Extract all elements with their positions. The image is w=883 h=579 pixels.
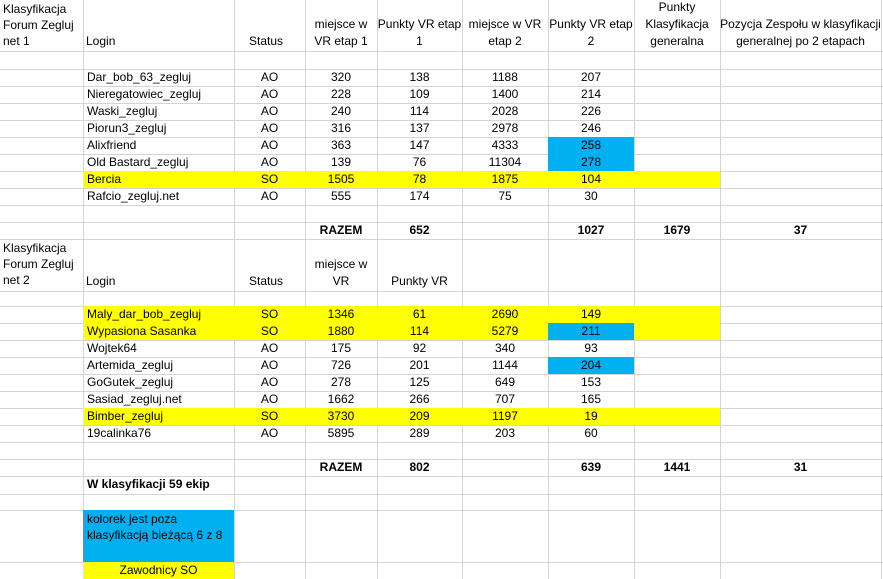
points-stage1-cell: 92 [412, 341, 427, 355]
table1-title: Klasyfikacja Forum Zegluj net 1 [3, 2, 74, 48]
place-stage2-cell: 649 [494, 375, 516, 389]
table1-header-points-stage1: Punkty VR etap 1 [377, 17, 462, 48]
login-cell: 19calinka76 [87, 426, 152, 440]
status-cell: AO [260, 189, 279, 203]
status-cell: AO [260, 375, 279, 389]
place-stage2-cell: 1144 [492, 358, 518, 372]
place-stage2-cell: 1197 [492, 409, 518, 423]
table1-header-status: Status [249, 34, 284, 48]
table2-title: Klasyfikacja Forum Zegluj net 2 [3, 241, 74, 287]
place-stage1-cell: 1346 [327, 307, 355, 321]
total-label: RAZEM [319, 223, 363, 237]
points-stage1-cell: 114 [409, 324, 430, 338]
login-cell: Nieregatowiec_zegluj [87, 87, 202, 101]
place-stage1-cell: 240 [330, 104, 352, 118]
total-points-stage2: 1027 [577, 223, 605, 237]
place-stage2-cell: 1188 [492, 70, 518, 84]
points-stage1-cell: 78 [412, 172, 427, 186]
place-stage2-cell: 340 [494, 341, 516, 355]
place-stage1-cell: 363 [330, 138, 352, 152]
points-stage2-cell: 214 [580, 87, 602, 101]
status-cell: AO [260, 87, 279, 101]
login-cell: Wypasiona Sasanka [87, 324, 197, 338]
points-stage1-cell: 147 [409, 138, 430, 152]
place-stage2-cell: 2978 [491, 121, 519, 135]
place-stage1-cell: 1662 [327, 392, 355, 406]
login-cell: Bimber_zegluj [87, 409, 164, 423]
points-stage2-cell: 104 [580, 172, 602, 186]
place-stage1-cell: 175 [330, 341, 352, 355]
points-stage1-cell: 114 [409, 104, 430, 118]
points-stage2-cell: 30 [584, 189, 598, 203]
total-points-stage1: 802 [409, 460, 430, 474]
login-cell: Rafcio_zegluj.net [87, 189, 180, 203]
points-stage1-cell: 125 [409, 375, 430, 389]
points-stage2-cell: 19 [584, 409, 598, 423]
points-stage1-cell: 76 [412, 155, 427, 169]
legend-blue: kolorek jest poza klasyfikacją bieżącą 6 z 8 [83, 510, 234, 562]
table1-header-login: Login [86, 34, 116, 48]
points-stage2-cell-outside: 211 [548, 323, 634, 340]
login-cell: Bercia [87, 172, 122, 186]
place-stage2-cell: 11304 [488, 155, 522, 169]
place-stage1-cell: 316 [330, 121, 352, 135]
login-cell: Old Bastard_zegluj [87, 155, 189, 169]
total-label: RAZEM [319, 460, 363, 474]
table2-header-login: Login [86, 274, 116, 288]
points-stage2-cell: 226 [580, 104, 602, 118]
place-stage2-cell: 2028 [491, 104, 519, 118]
login-cell: GoGutek_zegluj [87, 375, 174, 389]
points-stage2-cell: 207 [580, 70, 602, 84]
table1-header-points-stage2: Punkty VR etap 2 [549, 17, 633, 48]
place-stage1-cell: 555 [330, 189, 352, 203]
status-cell: AO [260, 70, 279, 84]
points-stage1-cell: 209 [409, 409, 430, 423]
status-cell: SO [260, 324, 279, 338]
points-stage1-cell: 137 [409, 121, 430, 135]
login-cell: Wojtek64 [87, 341, 137, 355]
total-general-points: 1679 [663, 223, 691, 237]
status-cell: AO [260, 358, 279, 372]
status-cell: AO [260, 138, 279, 152]
points-stage2-cell: 93 [584, 341, 598, 355]
place-stage1-cell: 3730 [327, 409, 355, 423]
total-points-stage1: 652 [409, 223, 430, 237]
points-stage2-cell: 165 [580, 392, 602, 406]
status-cell: AO [260, 104, 279, 118]
login-cell: Artemida_zegluj [87, 358, 174, 372]
place-stage2-cell: 4333 [491, 138, 519, 152]
total-general-points: 1441 [663, 460, 691, 474]
login-cell: Maly_dar_bob_zegluj [87, 307, 202, 321]
table2-header-place: miejsce w VR [314, 257, 368, 288]
place-stage1-cell: 1505 [327, 172, 355, 186]
teams-count-note: W klasyfikacji 59 ekip [87, 477, 210, 491]
place-stage1-cell: 1880 [327, 324, 355, 338]
table1-header-team-position: Pozycja Zespołu w klasyfikacji generalnej po 2 etapach [720, 17, 881, 48]
total-team-position: 31 [793, 460, 808, 474]
table1-header-general-points: Punkty Klasyfikacja generalna [645, 0, 709, 48]
points-stage2-cell-outside: 204 [548, 357, 634, 374]
points-stage2-cell: 153 [580, 375, 602, 389]
table1-header-place-stage2: miejsce w VR etap 2 [468, 17, 542, 48]
status-cell: AO [260, 392, 279, 406]
status-cell: SO [260, 307, 279, 321]
points-stage1-cell: 174 [409, 189, 430, 203]
total-team-position: 37 [793, 223, 808, 237]
points-stage1-cell: 138 [409, 70, 430, 84]
login-cell: Alixfriend [87, 138, 137, 152]
table1-header-place-stage1: miejsce w VR etap 1 [314, 17, 368, 48]
points-stage1-cell: 266 [409, 392, 430, 406]
points-stage2-cell: 246 [580, 121, 602, 135]
legend-yellow: Zawodnicy SO [83, 562, 234, 579]
total-points-stage2: 639 [580, 460, 602, 474]
status-cell: AO [260, 426, 279, 440]
place-stage1-cell: 5895 [327, 426, 355, 440]
place-stage2-cell: 1400 [491, 87, 519, 101]
points-stage1-cell: 61 [412, 307, 427, 321]
place-stage2-cell: 5279 [491, 324, 519, 338]
place-stage1-cell: 139 [330, 155, 352, 169]
points-stage1-cell: 109 [409, 87, 430, 101]
status-cell: SO [260, 409, 279, 423]
table2-header-points: Punkty VR [391, 274, 448, 288]
place-stage1-cell: 228 [330, 87, 352, 101]
place-stage1-cell: 320 [330, 70, 352, 84]
points-stage1-cell: 201 [409, 358, 430, 372]
place-stage2-cell: 1875 [491, 172, 519, 186]
login-cell: Piorun3_zegluj [87, 121, 167, 135]
points-stage2-cell: 60 [584, 426, 598, 440]
status-cell: AO [260, 121, 279, 135]
place-stage1-cell: 726 [330, 358, 352, 372]
login-cell: Dar_bob_63_zegluj [87, 70, 192, 84]
table2-header-status: Status [249, 274, 284, 288]
place-stage1-cell: 278 [330, 375, 352, 389]
points-stage2-cell: 149 [580, 307, 602, 321]
points-stage2-cell-outside: 258 [548, 137, 634, 154]
points-stage1-cell: 289 [409, 426, 430, 440]
points-stage2-cell-outside: 278 [548, 154, 634, 171]
place-stage2-cell: 707 [494, 392, 516, 406]
status-cell: AO [260, 341, 279, 355]
login-cell: Waski_zegluj [87, 104, 158, 118]
status-cell: SO [260, 172, 279, 186]
status-cell: AO [260, 155, 279, 169]
place-stage2-cell: 203 [494, 426, 516, 440]
place-stage2-cell: 2690 [491, 307, 519, 321]
login-cell: Sasiad_zegluj.net [87, 392, 182, 406]
place-stage2-cell: 75 [498, 189, 512, 203]
